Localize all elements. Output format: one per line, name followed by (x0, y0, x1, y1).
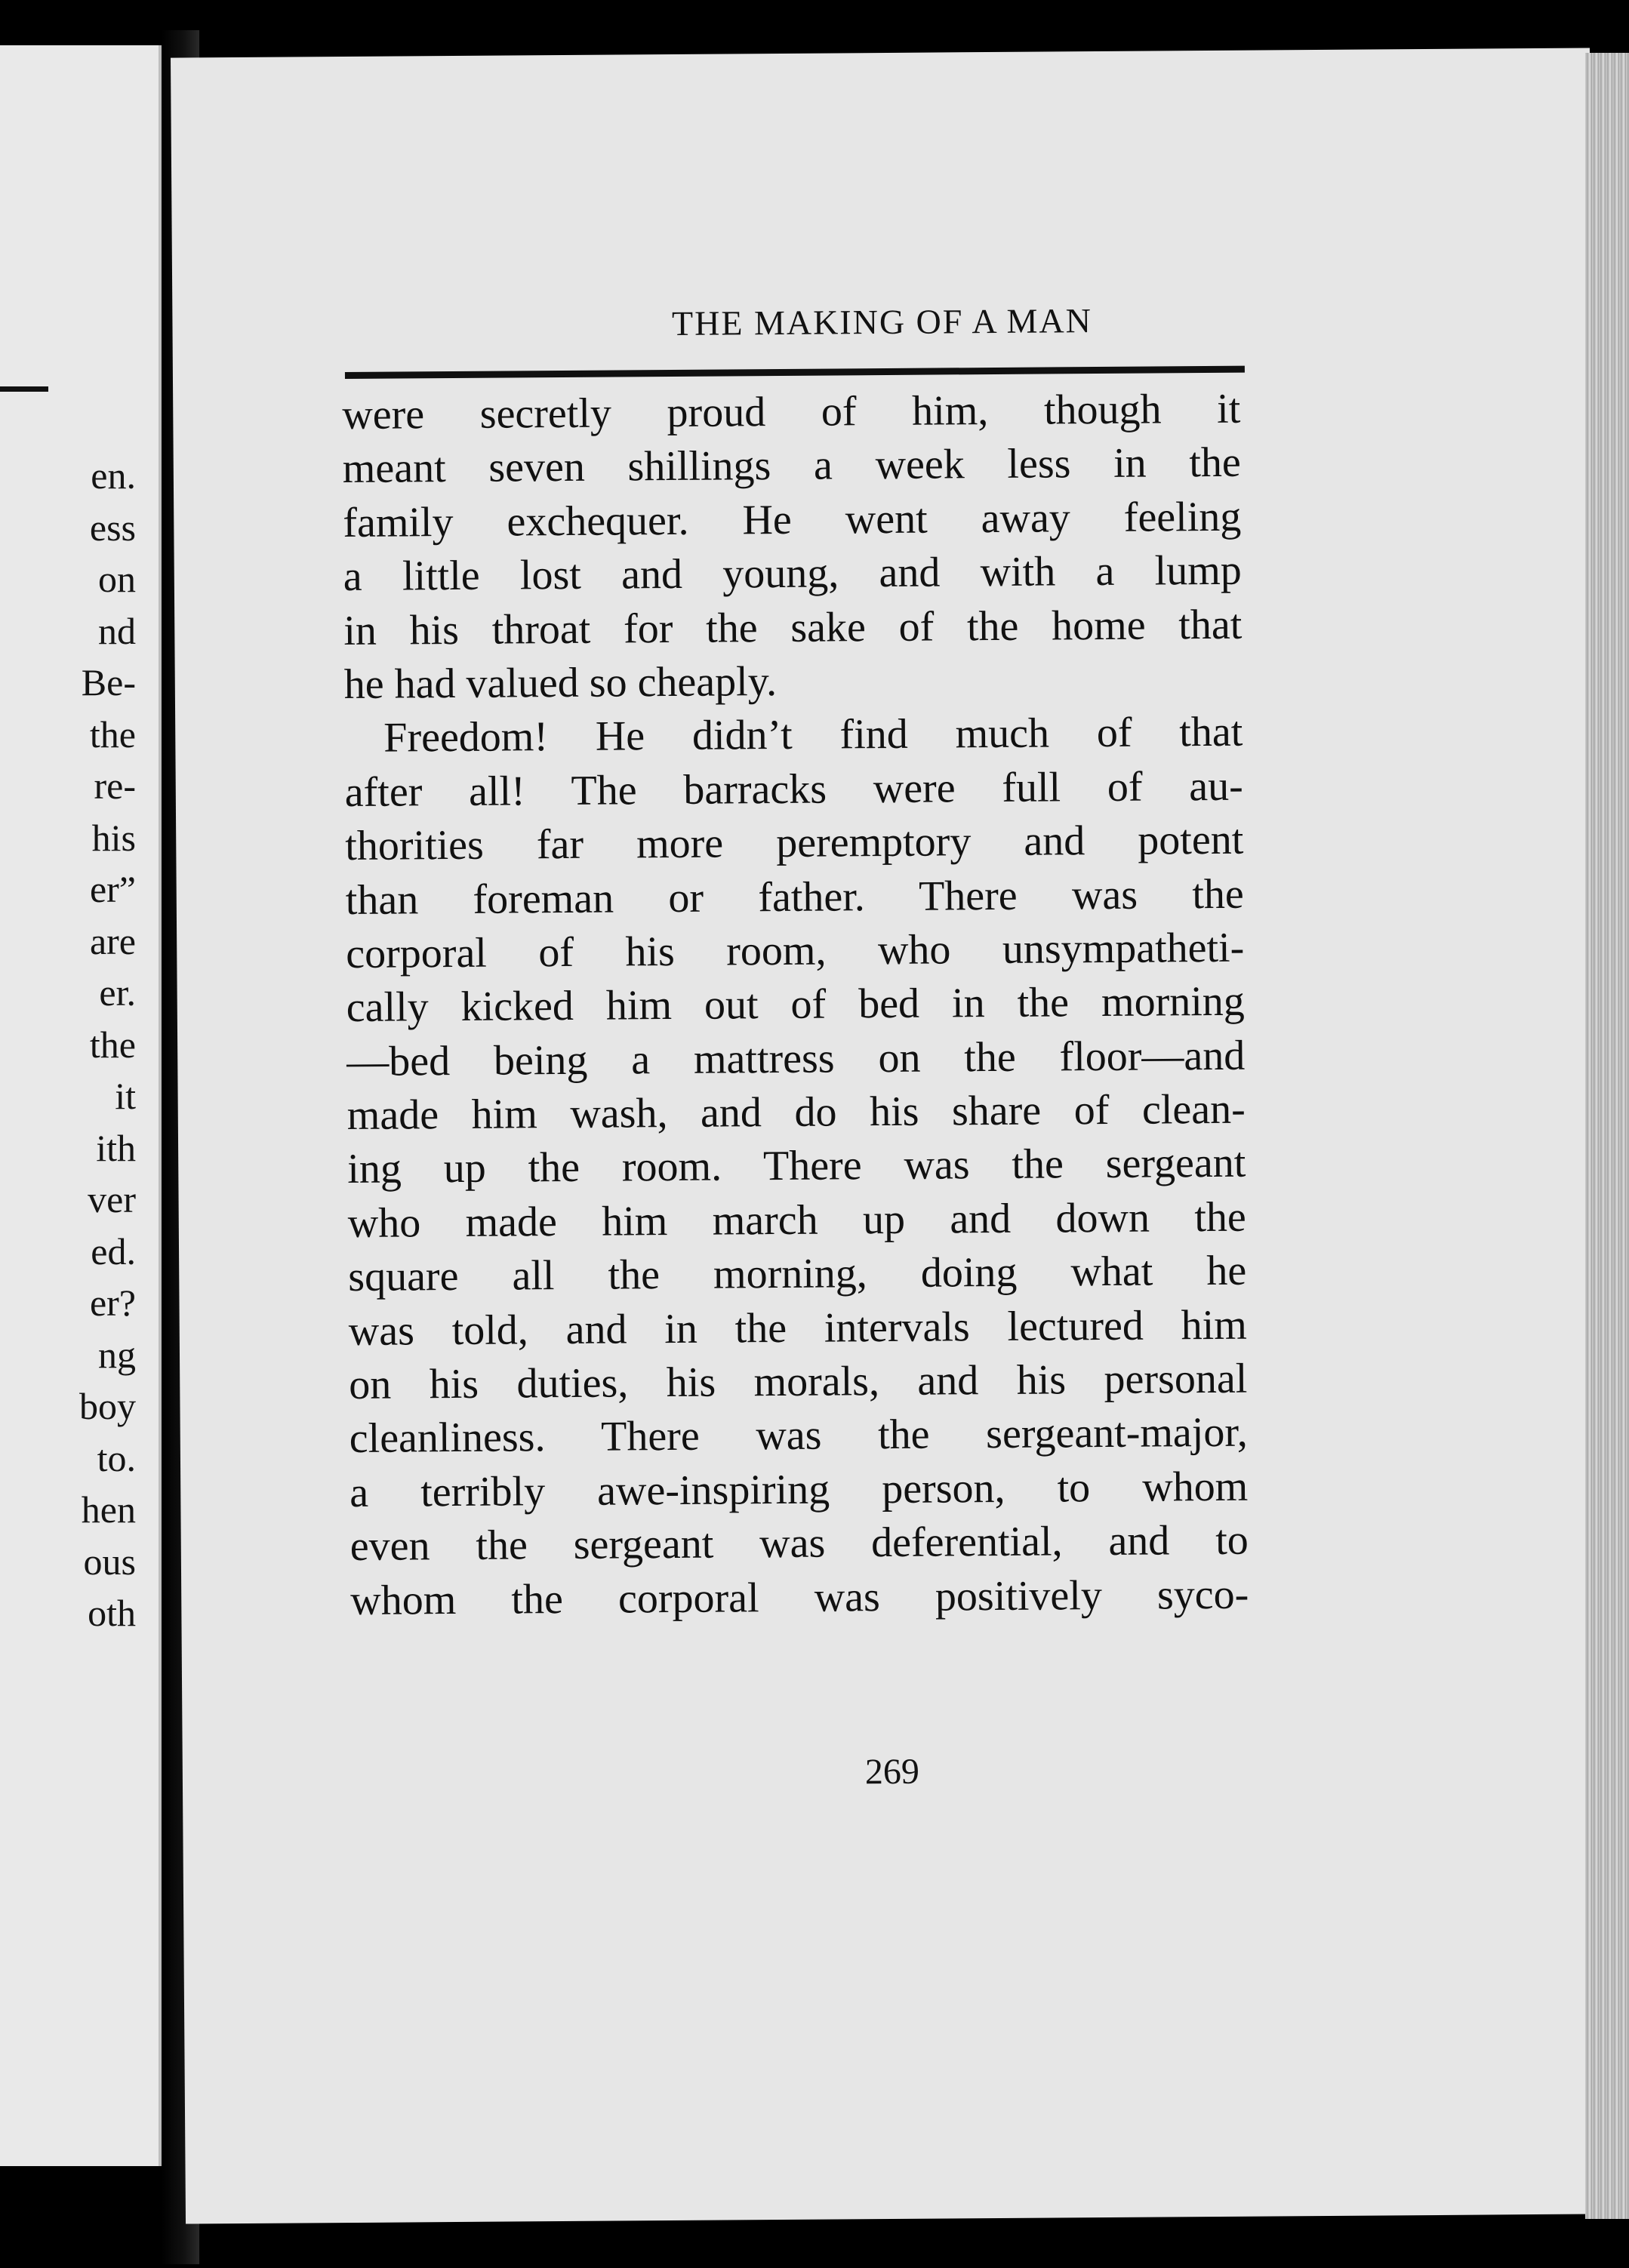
text-line: on his duties, his morals, and his personal (349, 1355, 1248, 1409)
left-fragment: ous (83, 1540, 136, 1583)
left-fragment: er? (89, 1282, 136, 1324)
left-fragment: it (115, 1075, 136, 1117)
right-page (171, 48, 1605, 2223)
left-fragment: nd (98, 609, 136, 652)
text-line: a terribly awe-inspiring person, to whom (350, 1463, 1249, 1516)
text-line: was told, and in the intervals lectured him (348, 1301, 1247, 1355)
left-page-rule (0, 386, 48, 392)
left-fragment: his (91, 816, 136, 859)
text-line: Freedom! He didn’t find much of that (383, 709, 1243, 762)
left-fragment: boy (79, 1385, 136, 1427)
left-fragment: to. (97, 1436, 136, 1479)
left-fragment: the (89, 712, 136, 755)
left-fragment: oth (88, 1592, 136, 1634)
text-line: ing up the room. There was the sergeant (347, 1140, 1246, 1193)
left-fragment: ng (98, 1333, 136, 1376)
text-line: whom the corporal was positively syco- (350, 1571, 1249, 1624)
text-line: —bed being a mattress on the floor—and (346, 1032, 1246, 1085)
left-fragment: the (89, 1023, 136, 1066)
left-fragment: Be- (81, 661, 136, 703)
left-fragment: on (98, 558, 136, 600)
text-line: he had valued so cheaply. (343, 657, 778, 708)
left-fragment: ith (96, 1126, 136, 1169)
left-fragment: hen (81, 1488, 136, 1531)
text-line: after all! The barracks were full of au- (344, 762, 1243, 816)
running-head: THE MAKING OF A MAN (671, 301, 1093, 343)
text-line: family exchequer. He went away feeling (343, 493, 1242, 546)
left-fragment: er. (99, 971, 136, 1014)
text-line: even the sergeant was deferential, and to (350, 1516, 1249, 1571)
text-line: in his throat for the sake of the home that (343, 601, 1243, 654)
left-fragment: ed. (91, 1229, 136, 1272)
left-fragment: en. (91, 454, 136, 497)
left-page-text-fragments (79, 450, 136, 1639)
text-line: cleanliness. There was the sergeant-major, (349, 1409, 1248, 1463)
header-rule (345, 366, 1245, 379)
left-fragment: ver (88, 1178, 136, 1220)
text-line: were secretly proud of him, though it (342, 385, 1241, 439)
left-fragment: ess (89, 506, 136, 549)
body-text (342, 383, 1249, 1628)
left-facing-page (0, 45, 162, 2166)
text-line: corporal of his room, who unsympatheti- (346, 924, 1245, 977)
left-fragment: are (89, 919, 136, 962)
text-line: square all the morning, doing what he (348, 1247, 1247, 1301)
left-fragment: re- (94, 765, 136, 807)
text-line: cally kicked him out of bed in the morning (346, 977, 1245, 1032)
text-line: thorities far more peremptory and potent (345, 816, 1244, 870)
text-line: made him wash, and do his share of clean- (346, 1085, 1246, 1140)
text-line: a little lost and young, and with a lump (343, 546, 1242, 601)
text-line: meant seven shillings a week less in the (342, 439, 1242, 493)
page-number: 269 (864, 1751, 920, 1793)
page-edges (1585, 53, 1629, 2219)
text-line: than foreman or father. There was the (345, 870, 1244, 924)
left-fragment: er” (89, 868, 136, 910)
text-line: who made him march up and down the (347, 1193, 1246, 1247)
